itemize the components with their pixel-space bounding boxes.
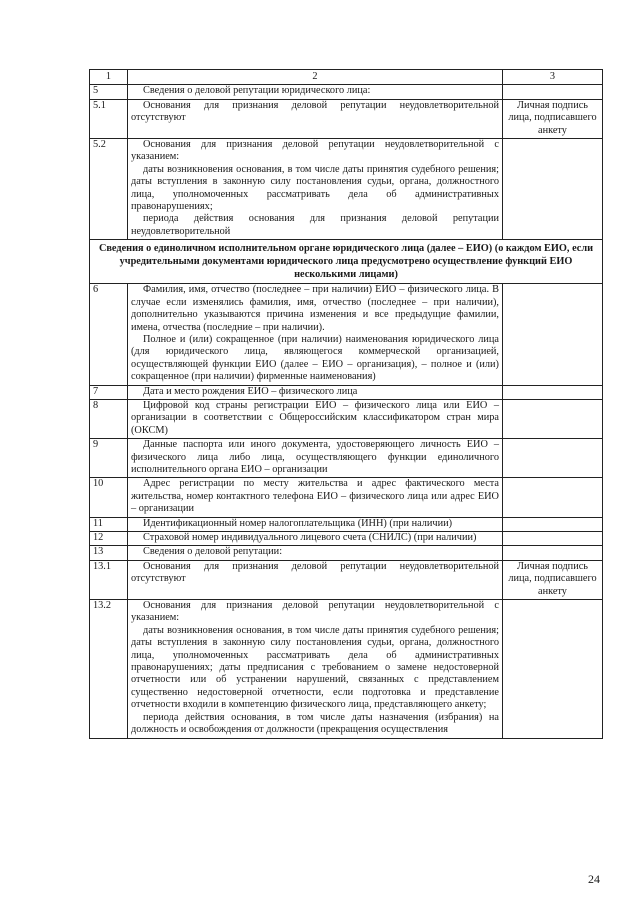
row-signature-cell	[503, 399, 603, 438]
row-description	[128, 439, 503, 478]
section-title: Сведения о единоличном исполнительном органе юридического лица (далее – ЕИО) (о каждом ЕИО, если учредительными документами юридического лица предусмотрено осуществление функций ЕИО несколькими лицами)	[90, 240, 603, 284]
row-number: 6	[90, 284, 128, 385]
questionnaire-table-body	[90, 70, 603, 739]
row-signature-cell	[503, 385, 603, 399]
row-signature-cell	[503, 439, 603, 478]
table-row	[90, 284, 603, 385]
table-row	[90, 478, 603, 517]
row-number: 11	[90, 517, 128, 531]
table-row	[90, 99, 603, 138]
row-description	[128, 517, 503, 531]
row-number: 8	[90, 399, 128, 438]
table-row	[90, 439, 603, 478]
row-number: 12	[90, 532, 128, 546]
row-paragraph: даты возникновения основания, в том числе даты принятия судебного решения; даты вступления в законную силу постановления судьи, органа, должностного лица, уполномоченных рассматривать дела об административных правонарушениях;	[131, 163, 499, 213]
row-description	[128, 532, 503, 546]
row-paragraph: Основания для признания деловой репутации неудовлетворительной с указанием:	[131, 139, 499, 163]
questionnaire-table	[89, 69, 603, 739]
row-paragraph: Основания для признания деловой репутации неудовлетворительной отсутствуют	[131, 560, 499, 585]
table-header-row	[90, 70, 603, 85]
row-paragraph: периода действия основания для признания деловой репутации неудовлетворительной	[131, 213, 499, 237]
row-number: 7	[90, 385, 128, 399]
row-number: 13.2	[90, 600, 128, 738]
row-description	[128, 600, 503, 738]
row-paragraph: Основания для признания деловой репутации неудовлетворительной отсутствуют	[131, 99, 499, 124]
row-paragraph: периода действия основания, в том числе даты назначения (избрания) на должность и освобождения от должности (прекращения осуществления	[131, 711, 499, 736]
row-paragraph: Данные паспорта или иного документа, удостоверяющего личность ЕИО – физического лица либо лица, осуществляющего функции единоличного исполнительного органа ЕИО – организации	[131, 439, 499, 475]
header-col-1: 1	[90, 70, 128, 85]
row-signature-cell: Личная подпись лица, подписавшего анкету	[503, 560, 603, 599]
row-paragraph: Страховой номер индивидуального лицевого счета (СНИЛС) (при наличии)	[143, 532, 477, 543]
row-paragraph: Сведения о деловой репутации:	[143, 546, 283, 558]
row-paragraph: Основания для признания деловой репутации неудовлетворительной с указанием:	[131, 600, 499, 624]
table-row	[90, 85, 603, 99]
row-description	[128, 284, 503, 385]
table-row	[90, 600, 603, 738]
row-description	[128, 385, 503, 399]
row-paragraph: Фамилия, имя, отчество (последнее – при наличии) ЕИО – физического лица. В случае если изменялись фамилия, имя, отчество (последнее – при наличии), дополнительно указываются причина изменения и все предыдущие фамилии, имена, отчества (последние – при наличии).	[131, 284, 499, 333]
table-row	[90, 517, 603, 531]
row-signature-cell	[503, 532, 603, 546]
row-number: 9	[90, 439, 128, 478]
row-signature-cell	[503, 478, 603, 517]
header-col-2: 2	[128, 70, 503, 85]
row-description	[128, 560, 503, 599]
row-number: 13	[90, 546, 128, 560]
row-paragraph: Идентификационный номер налогоплательщика (ИНН) (при наличии)	[143, 517, 453, 529]
table-row	[90, 399, 603, 438]
row-signature-cell	[503, 546, 603, 560]
row-number: 5.2	[90, 139, 128, 240]
row-number: 10	[90, 478, 128, 517]
row-description	[128, 139, 503, 240]
row-paragraph: Сведения о деловой репутации юридического лица:	[143, 85, 371, 97]
row-paragraph: Цифровой код страны регистрации ЕИО – физического лица или ЕИО – организации в соответствии с Общероссийским классификатором стран мира (ОКСМ)	[131, 399, 499, 436]
row-description	[128, 399, 503, 438]
table-row	[90, 532, 603, 546]
row-signature-cell: Личная подпись лица, подписавшего анкету	[503, 99, 603, 138]
page-number: 24	[588, 872, 600, 886]
row-number: 5	[90, 85, 128, 99]
row-description	[128, 85, 503, 99]
row-number: 5.1	[90, 99, 128, 138]
section-header-row	[90, 240, 603, 284]
row-signature-cell	[503, 517, 603, 531]
row-signature-cell	[503, 600, 603, 738]
header-col-3: 3	[503, 70, 603, 85]
row-paragraph: Дата и место рождения ЕИО – физического лица	[143, 385, 358, 397]
table-row	[90, 546, 603, 560]
row-description	[128, 99, 503, 138]
table-row	[90, 560, 603, 599]
row-signature-cell	[503, 284, 603, 385]
row-number: 13.1	[90, 560, 128, 599]
row-paragraph: даты возникновения основания, в том числе даты принятия судебного решения; даты вступления в законную силу постановления судьи, органа, должностного лица, уполномоченных рассматривать дела об административных правонарушениях; даты предписания с требованием о замене недостоверной отчетности или об устранении нарушений, связанных с представлением существенно недостоверной отчетности, если подготовка и представление отчетности входили в компетенцию физического лица, представляющего анкету;	[131, 624, 499, 711]
row-signature-cell	[503, 139, 603, 240]
row-description	[128, 546, 503, 560]
row-paragraph: Полное и (или) сокращенное (при наличии) наименования юридического лица (для юридического лица, являющегося коммерческой организацией, осуществляющей функции ЕИО (далее – ЕИО – организация), – полное и (или) сокращенное (при наличии) фирменные наименования)	[131, 333, 499, 383]
row-paragraph: Адрес регистрации по месту жительства и адрес фактического места жительства, номер контактного телефона ЕИО – физического лица или адрес ЕИО – организации	[131, 478, 499, 515]
table-row	[90, 139, 603, 240]
table-row	[90, 385, 603, 399]
row-description	[128, 478, 503, 517]
row-signature-cell	[503, 85, 603, 99]
